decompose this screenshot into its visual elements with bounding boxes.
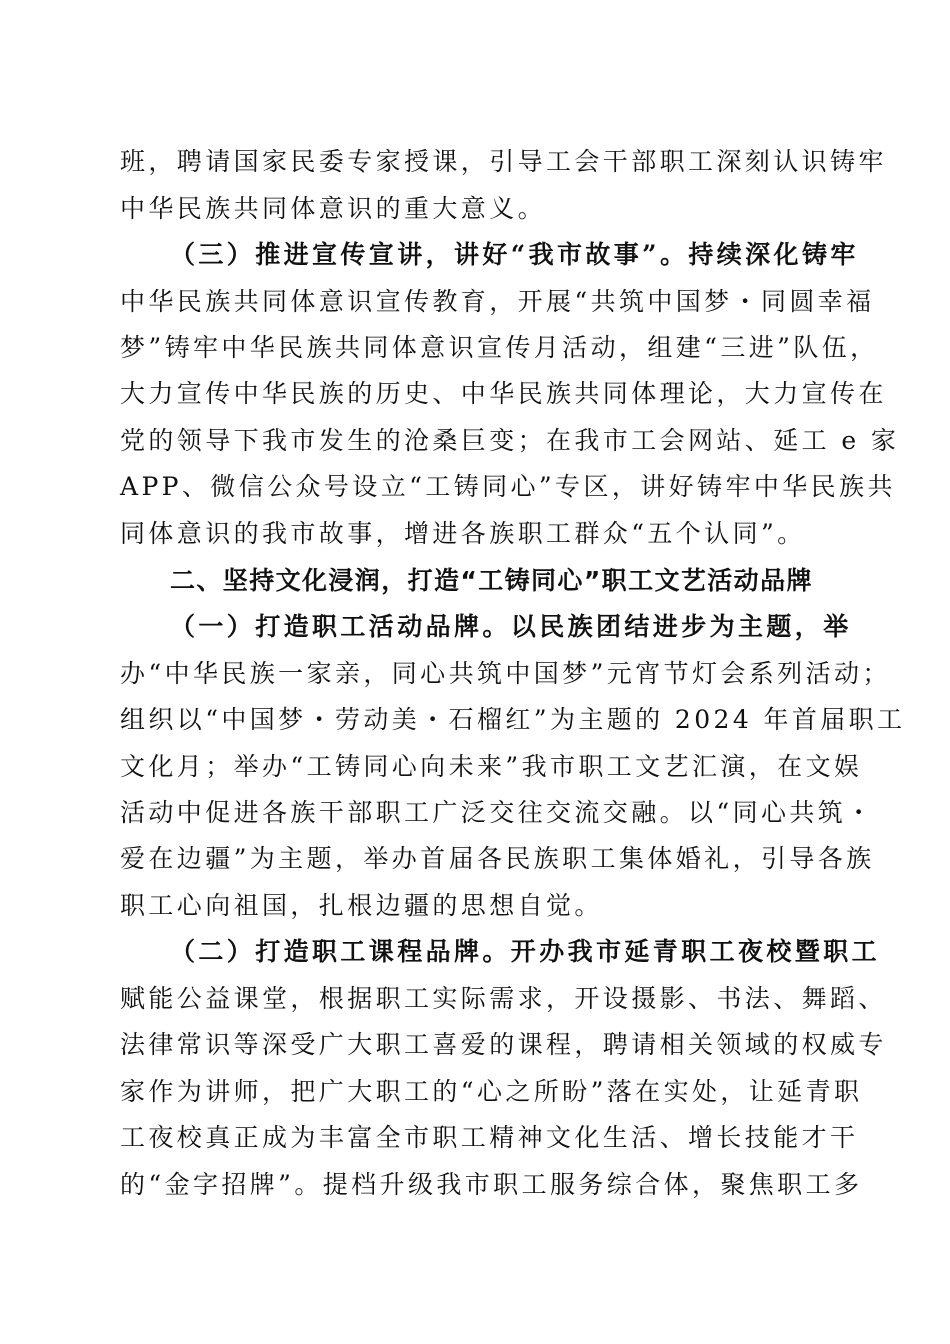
text-line: 办“中华民族一家亲，同心共筑中国梦”元宵节灯会系列活动； <box>120 659 891 688</box>
text-line: 法律常识等深受广大职工喜爱的课程，聘请相关领域的权威专 <box>120 1030 887 1059</box>
text-line: 大力宣传中华民族的历史、中华民族共同体理论，大力宣传在 <box>120 379 887 408</box>
text-line: 工夜校真正成为丰富全市职工精神文化生活、增长技能才干 <box>120 1123 859 1152</box>
text-line: 梦”铸牢中华民族共同体意识宣传月活动，组建“三进”队伍， <box>120 333 879 362</box>
text-line: 同体意识的我市故事，增进各族职工群众“五个认同”。 <box>120 519 806 548</box>
text-line: 爱在边疆”为主题，举办首届各民族职工集体婚礼，引导各族 <box>120 844 875 873</box>
text-line: 文化月；举办“工铸同心向未来”我市职工文艺汇演，在文娱 <box>120 752 863 781</box>
text-line: 组织以“中国梦・劳动美・石榴红”为主题的 2024 年首届职工 <box>120 705 906 734</box>
text-line: 家作为讲师，把广大职工的“心之所盼”落在实处，让延青职 <box>120 1077 863 1106</box>
text-line: 党的领导下我市发生的沧桑巨变；在我市工会网站、延工 e 家 <box>120 426 900 455</box>
text-line: 赋能公益课堂，根据职工实际需求，开设摄影、书法、舞蹈、 <box>120 984 887 1013</box>
text-line: APP、微信公众号设立“工铸同心”专区，讲好铸牢中华民族共 <box>120 472 896 501</box>
text-line: 活动中促进各族干部职工广泛交往交流交融。以“同心共筑・ <box>120 798 875 827</box>
subheading-line: （三）推进宣传宣讲，讲好“我市故事”。持续深化铸牢 <box>170 240 859 269</box>
text-line: 班，聘请国家民委专家授课，引导工会干部职工深刻认识铸牢 <box>120 147 887 176</box>
subheading-line: （一）打造职工活动品牌。以民族团结进步为主题，举 <box>170 612 852 641</box>
section-heading: 二、坚持文化浸润，打造“工铸同心”职工文艺活动品牌 <box>170 566 813 595</box>
text-line: 的“金字招牌”。提档升级我市职工服务综合体，聚焦职工多 <box>120 1170 863 1199</box>
text-line: 中华民族共同体意识的重大意义。 <box>120 194 547 223</box>
subheading-line: （二）打造职工课程品牌。开办我市延青职工夜校暨职工 <box>170 937 881 966</box>
text-line: 中华民族共同体意识宣传教育，开展“共筑中国梦・同圆幸福 <box>120 287 875 316</box>
text-line: 职工心向祖国，扎根边疆的思想自觉。 <box>120 891 603 920</box>
